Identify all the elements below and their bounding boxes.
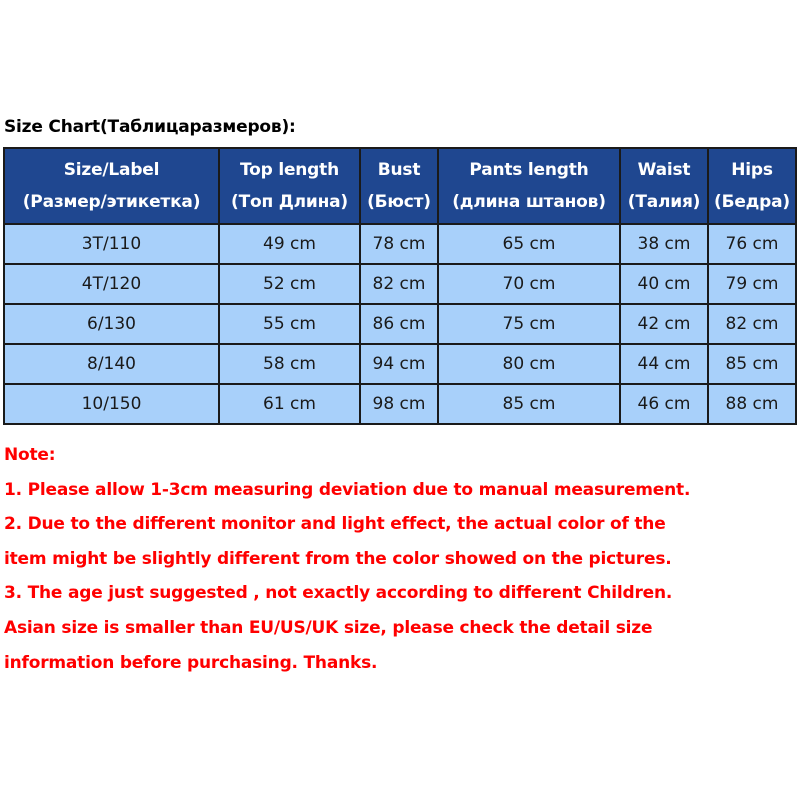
header-line-en: Hips — [731, 160, 773, 180]
notes-section — [4, 438, 798, 680]
cell-top-length: 61 cm — [219, 384, 360, 424]
table-row — [4, 344, 796, 384]
cell-waist: 42 cm — [620, 304, 708, 344]
note-line: information before purchasing. Thanks. — [4, 652, 378, 673]
header-line-ru: (Бедра) — [714, 192, 790, 212]
header-line-en: Waist — [637, 160, 691, 180]
header-line-ru: (длина штанов) — [452, 192, 606, 212]
header-waist — [620, 148, 708, 224]
cell-size-label: 4T/120 — [4, 264, 219, 304]
cell-waist: 46 cm — [620, 384, 708, 424]
cell-size-label: 6/130 — [4, 304, 219, 344]
header-pants-length — [438, 148, 620, 224]
cell-bust: 82 cm — [360, 264, 438, 304]
header-bust — [360, 148, 438, 224]
cell-pants-length: 75 cm — [438, 304, 620, 344]
header-line-ru: (Талия) — [627, 192, 701, 212]
header-size-label — [4, 148, 219, 224]
cell-pants-length: 80 cm — [438, 344, 620, 384]
cell-bust: 98 cm — [360, 384, 438, 424]
header-hips — [708, 148, 796, 224]
note-line: item might be slightly different from the color showed on the pictures. — [4, 548, 672, 569]
header-line-en: Size/Label — [63, 160, 160, 180]
header-line-ru: (Бюст) — [367, 192, 431, 212]
cell-waist: 38 cm — [620, 224, 708, 264]
table-header-row — [4, 148, 796, 224]
table-row — [4, 304, 796, 344]
cell-size-label: 10/150 — [4, 384, 219, 424]
cell-bust: 86 cm — [360, 304, 438, 344]
cell-pants-length: 65 cm — [438, 224, 620, 264]
size-chart-table — [3, 147, 797, 425]
table-row — [4, 224, 796, 264]
header-top-length — [219, 148, 360, 224]
cell-hips: 82 cm — [708, 304, 796, 344]
note-line: Asian size is smaller than EU/US/UK size, please check the detail size — [4, 617, 653, 638]
cell-hips: 79 cm — [708, 264, 796, 304]
cell-top-length: 58 cm — [219, 344, 360, 384]
cell-waist: 40 cm — [620, 264, 708, 304]
cell-size-label: 8/140 — [4, 344, 219, 384]
header-line-ru: (Топ Длина) — [231, 192, 348, 212]
cell-top-length: 52 cm — [219, 264, 360, 304]
cell-top-length: 55 cm — [219, 304, 360, 344]
size-chart-title: Size Chart(Таблицаразмеров): — [4, 117, 296, 137]
note-line: 1. Please allow 1-3cm measuring deviation due to manual measurement. — [4, 479, 691, 500]
cell-pants-length: 70 cm — [438, 264, 620, 304]
cell-hips: 85 cm — [708, 344, 796, 384]
header-line-en: Top length — [240, 160, 339, 180]
notes-heading: Note: — [4, 445, 56, 465]
note-line: 3. The age just suggested , not exactly according to different Children. — [4, 583, 673, 604]
note-line: 2. Due to the different monitor and light effect, the actual color of the — [4, 514, 666, 535]
cell-bust: 78 cm — [360, 224, 438, 264]
header-line-en: Pants length — [469, 160, 589, 180]
cell-size-label: 3T/110 — [4, 224, 219, 264]
cell-top-length: 49 cm — [219, 224, 360, 264]
cell-pants-length: 85 cm — [438, 384, 620, 424]
table-row — [4, 384, 796, 424]
table-row — [4, 264, 796, 304]
cell-hips: 76 cm — [708, 224, 796, 264]
cell-hips: 88 cm — [708, 384, 796, 424]
cell-bust: 94 cm — [360, 344, 438, 384]
header-line-ru: (Размер/этикетка) — [22, 192, 201, 212]
header-line-en: Bust — [377, 160, 421, 180]
cell-waist: 44 cm — [620, 344, 708, 384]
